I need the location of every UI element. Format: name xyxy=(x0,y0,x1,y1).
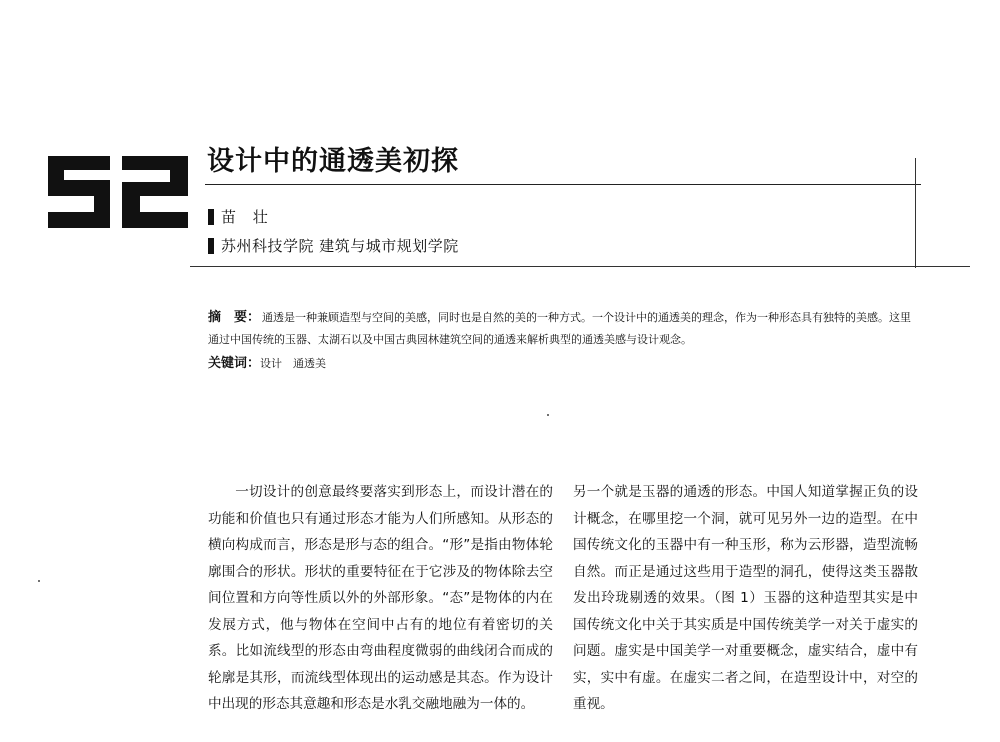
margin-vertical-rule xyxy=(915,158,916,268)
affiliation-text: 苏州科技学院 建筑与城市规划学院 xyxy=(221,237,459,255)
page-number-52-glyph xyxy=(48,156,188,228)
abstract xyxy=(208,307,920,351)
title-rule xyxy=(205,184,921,185)
abstract-text: 通透是一种兼顾造型与空间的美感，同时也是自然的美的一种方式。一个设计中的通透美的理念，作为一种形态具有独特的美感。这里通过中国传统的玉器、太湖石以及中国古典园林建筑空间的通透来解析典型的通透美感与设计观念。 xyxy=(208,311,912,346)
scan-speck xyxy=(38,580,40,582)
body-column-left xyxy=(208,479,553,718)
scan-speck xyxy=(547,414,549,416)
keywords-label: 关键词： xyxy=(208,356,261,371)
body-paragraph: 一切设计的创意最终要落实到形态上，而设计潜在的功能和价值也只有通过形态才能为人们所感知。从形态的横向构成而言，形态是形与态的组合。“形”是指由物体轮廓围合的形状。形状的重要特征在于它涉及的物体除去空间位置和方向等性质以外的外部形象。“态”是物体的内在发展方式，他与物体在空间中占有的地位有着密切的关系。比如流线型的形态由弯曲程度微弱的曲线闭合而成的轮廓是其形，而流线型体现出的运动感是其态。作为设计中出现的形态其意趣和形态是水乳交融地融为一体的。 xyxy=(208,484,553,712)
article-title: 设计中的通透美初探 xyxy=(207,146,459,177)
author-line xyxy=(208,206,274,228)
keywords xyxy=(208,354,326,374)
body-column-right xyxy=(573,479,918,718)
author-name: 苗 壮 xyxy=(221,208,274,226)
keywords-text: 设计 通透美 xyxy=(260,357,327,370)
affiliation-line xyxy=(208,235,459,257)
header-bottom-rule xyxy=(190,266,970,267)
page-number-graphic xyxy=(48,156,188,228)
affiliation-marker xyxy=(208,238,214,254)
abstract-label: 摘 要： xyxy=(208,310,261,325)
body-paragraph: 另一个就是玉器的通透的形态。中国人知道掌握正负的设计概念，在哪里挖一个洞，就可见另外一边的造型。在中国传统文化的玉器中有一种玉形，称为云形器，造型流畅自然。而正是通过这些用于造型的洞孔，使得这类玉器散发出玲珑剔透的效果。（图 1）玉器的这种造型其实是中国传统文化中关于其实质是中国传统美学一对关于虚实的问题。虚实是中国美学一对重要概念，虚实结合，虚中有实，实中有虚。在虚实二者之间，在造型设计中，对空的重视。 xyxy=(573,484,918,712)
author-marker xyxy=(208,209,214,225)
